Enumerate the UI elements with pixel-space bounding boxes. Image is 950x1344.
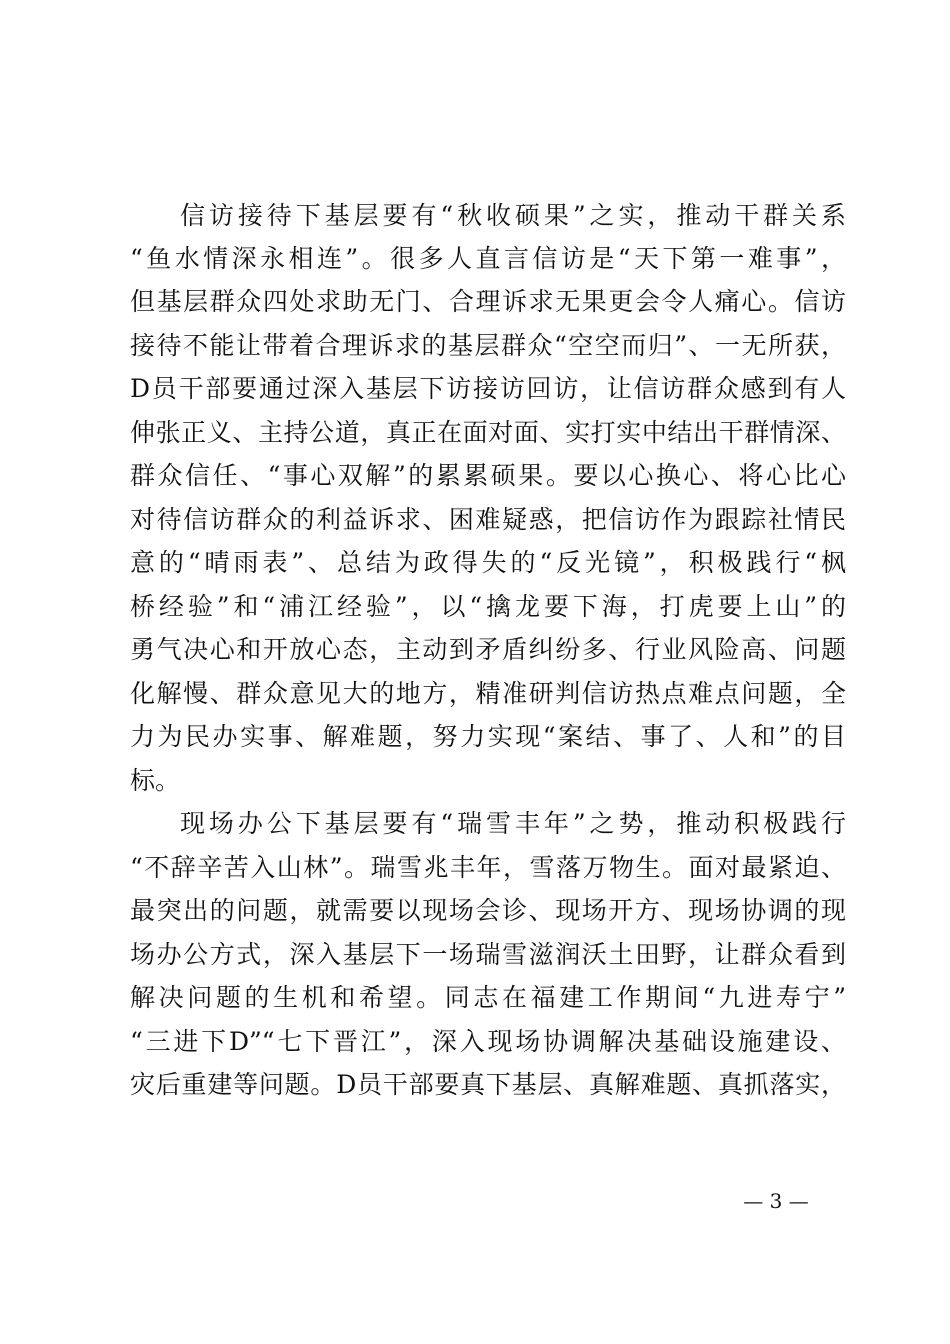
text-line: 群众信任、“事心双解”的累累硕果。要以心换心、将心比心 — [130, 461, 846, 490]
page-number: — 3 — — [743, 1189, 809, 1213]
text-line: 现场办公下基层要有“瑞雪丰年”之势，推动积极践行 — [180, 809, 846, 838]
text-line: 标。 — [130, 766, 181, 795]
text-line: “鱼水情深永相连”。很多人直言信访是“天下第一难事”， — [130, 244, 846, 273]
text-line: 勇气决心和开放心态，主动到矛盾纠纷多、行业风险高、问题 — [130, 635, 846, 664]
text-line: 最突出的问题，就需要以现场会诊、现场开方、现场协调的现 — [130, 896, 846, 925]
text-line: D员干部要通过深入基层下访接访回访，让信访群众感到有人 — [130, 374, 846, 403]
text-line: 对待信访群众的利益诉求、困难疑惑，把信访作为跟踪社情民 — [130, 505, 846, 534]
text-line: 伸张正义、主持公道，真正在面对面、实打实中结出干群情深、 — [130, 418, 846, 447]
text-line: 力为民办实事、解难题，努力实现“案结、事了、人和”的目 — [130, 722, 846, 751]
text-line: “不辞辛苦入山林”。瑞雪兆丰年，雪落万物生。面对最紧迫、 — [130, 853, 846, 882]
text-line: 信访接待下基层要有“秋收硕果”之实，推动干群关系 — [180, 201, 846, 230]
text-line: 化解慢、群众意见大的地方，精准研判信访热点难点问题，全 — [130, 679, 846, 708]
text-line: 桥经验”和“浦江经验”，以“擒龙要下海，打虎要上山”的 — [130, 592, 846, 621]
text-line: 但基层群众四处求助无门、合理诉求无果更会令人痛心。信访 — [130, 287, 846, 316]
text-line: “三进下D”“七下晋江”，深入现场协调解决基础设施建设、 — [130, 1027, 846, 1056]
text-line: 解决问题的生机和希望。同志在福建工作期间“九进寿宁” — [130, 983, 846, 1012]
text-line: 灾后重建等问题。D员干部要真下基层、真解难题、真抓落实， — [130, 1070, 846, 1099]
text-line: 接待不能让带着合理诉求的基层群众“空空而归”、一无所获， — [130, 331, 846, 360]
text-line: 场办公方式，深入基层下一场瑞雪滋润沃土田野，让群众看到 — [130, 940, 846, 969]
text-line: 意的“晴雨表”、总结为政得失的“反光镜”，积极践行“枫 — [130, 548, 846, 577]
